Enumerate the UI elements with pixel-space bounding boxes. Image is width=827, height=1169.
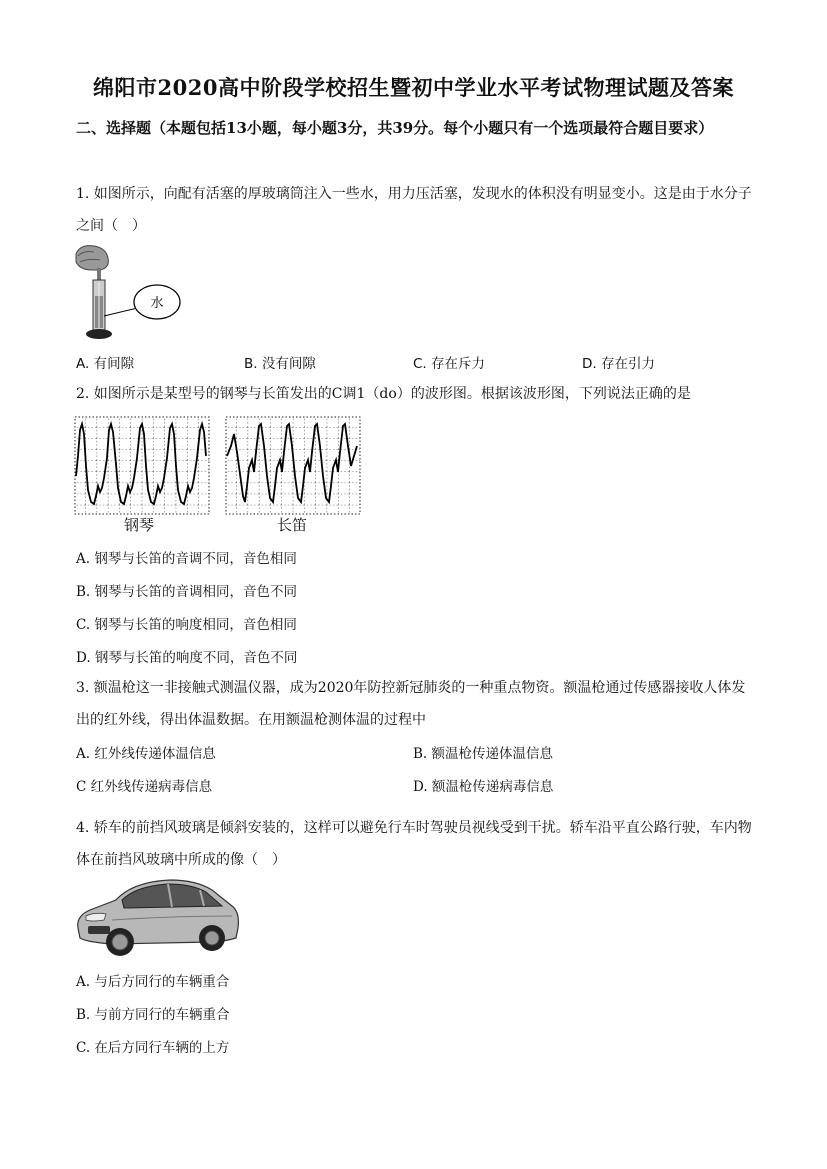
q3-option-b[interactable]: B. 额温枪传递体温信息 [413, 746, 554, 762]
q4-option-b[interactable]: B. 与前方同行的车辆重合 [76, 1007, 230, 1023]
q4-option-a[interactable]: A. 与后方同行的车辆重合 [76, 974, 230, 990]
page-title: 绵阳市2020高中阶段学校招生暨初中学业水平考试物理试题及答案 [93, 75, 734, 100]
flute-waveform [225, 416, 361, 516]
q2-option-a[interactable]: A. 钢琴与长笛的音调不同，音色相同 [76, 551, 297, 567]
question-2-text: 2. 如图所示是某型号的钢琴与长笛发出的C调1（do）的波形图。根据该波形图，下列说法正确的是 [76, 386, 691, 402]
question-1-text: 1. 如图所示，向配有活塞的厚玻璃筒注入一些水，用力压活塞，发现水的体积没有明显变小。这是由于水分子之间（ ） [76, 186, 752, 234]
syringe-figure [70, 240, 190, 344]
piano-waveform [74, 416, 210, 516]
piano-label: 钢琴 [124, 516, 155, 534]
q2-option-d[interactable]: D. 钢琴与长笛的响度不同，音色不同 [76, 650, 298, 666]
car-image [72, 876, 242, 960]
q2-option-c[interactable]: C. 钢琴与长笛的响度相同，音色相同 [76, 617, 297, 633]
q1-option-a[interactable]: A. 有间隙 [76, 356, 135, 372]
callout-label: 水 [150, 296, 164, 311]
q3-option-a[interactable]: A. 红外线传递体温信息 [76, 746, 216, 762]
section-heading: 二、选择题（本题包括13小题，每小题3分，共39分。每个小题只有一个选项最符合题目要求） [76, 119, 714, 137]
q2-option-b[interactable]: B. 钢琴与长笛的音调相同，音色不同 [76, 584, 298, 600]
flute-label: 长笛 [277, 516, 308, 534]
q1-option-d[interactable]: D. 存在引力 [582, 356, 655, 372]
q3-option-d[interactable]: D. 额温枪传递病毒信息 [413, 779, 554, 795]
question-4-text: 4. 轿车的前挡风玻璃是倾斜安装的，这样可以避免行车时驾驶员视线受到干扰。轿车沿平直公路行驶，车内物体在前挡风玻璃中所成的像（ ） [76, 820, 752, 868]
question-3-text: 3. 额温枪这一非接触式测温仪器，成为2020年防控新冠肺炎的一种重点物资。额温枪通过传感器接收人体发出的红外线，得出体温数据。在用额温枪测体温的过程中 [76, 680, 746, 728]
q1-option-c[interactable]: C. 存在斥力 [413, 356, 486, 372]
q3-option-c[interactable]: C 红外线传递病毒信息 [76, 779, 213, 795]
q4-option-c[interactable]: C. 在后方同行车辆的上方 [76, 1040, 230, 1056]
q1-option-b[interactable]: B. 没有间隙 [244, 356, 316, 372]
